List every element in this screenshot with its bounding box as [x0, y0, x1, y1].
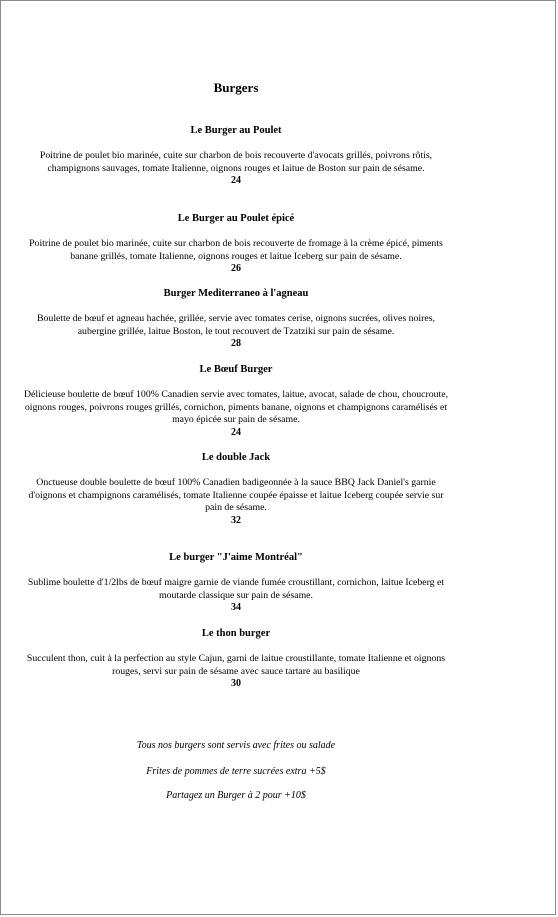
item-price: 28 — [231, 338, 241, 349]
item-name: Le Burger au Poulet — [190, 125, 282, 136]
menu-item — [19, 124, 453, 187]
item-name: Le Bœuf Burger — [199, 364, 273, 375]
menu-item — [19, 627, 453, 690]
item-description: Onctueuse double boulette de bœuf 100% Canadien badigeonnée à la sauce BBQ Jack Daniel's garnie d'oignons et champignons caramélisés, tomate Italienne coupée épaisse et laitue Iceberg coupée servie sur pain de sésame. — [28, 477, 444, 513]
menu-item — [19, 451, 453, 527]
item-price: 24 — [231, 175, 241, 186]
item-name: Le double Jack — [201, 452, 271, 463]
item-name: Le Burger au Poulet épicé — [177, 213, 295, 224]
menu-item — [19, 551, 453, 614]
item-description: Boulette de bœuf et agneau hachée, grillée, servie avec tomates cerise, oignons sucrées, olives noires, aubergine grillée, laitue Boston, le tout recouvert de Tzatziki sur pain de sésame. — [37, 313, 435, 337]
item-price: 34 — [231, 602, 241, 613]
item-name: Le thon burger — [201, 628, 271, 639]
item-price: 32 — [231, 514, 241, 526]
item-description: Poitrine de poulet bio marinée, cuite sur charbon de bois recouverte de fromage à la crème épicé, piments banane grillés, tomate Italienne, oignons rouges et laitue Iceberg sur pain de sésame. — [29, 238, 443, 262]
menu-note: Frites de pommes de terre sucrées extra +5$ — [146, 766, 326, 777]
item-price: 24 — [231, 426, 241, 438]
item-description: Poitrine de poulet bio marinée, cuite sur charbon de bois recouverte d'avocats grillés, poivrons rôtis, champignons sauvages, tomate Italienne, oignons rouges et laitue de Boston sur pain de sésame. — [39, 150, 433, 174]
menu-item — [19, 363, 453, 439]
menu-note: Partagez un Burger à 2 pour +10$ — [166, 790, 306, 801]
item-price: 26 — [231, 263, 241, 274]
item-description: Délicieuse boulette de bœuf 100% Canadien servie avec tomates, laitue, avocat, salade de chou, choucroute, oignons rouges, poivrons rouges grillés, cornichon, piments banane, oignons et champignons caramélisés et mayo épicée sur pain de sésame. — [23, 389, 449, 425]
item-description: Succulent thon, cuit à la perfection au style Cajun, garni de laitue croustillante, tomate Italienne et oignons rouges, servi sur pain de sésame avec sauce tartare au basilique — [26, 653, 446, 677]
menu-note: Tous nos burgers sont servis avec frites ou salade — [136, 740, 336, 751]
item-name: Burger Mediterraneo à l'agneau — [163, 288, 309, 299]
menu-item — [19, 287, 453, 350]
item-name: Le burger "J'aime Montréal" — [169, 552, 303, 563]
menu-item — [19, 212, 453, 275]
item-description: Sublime boulette d'1/2lbs de bœuf maigre garnie de viande fumée croustillant, cornichon, laitue Iceberg et moutarde classique sur pain de sésame. — [27, 577, 445, 601]
item-price: 30 — [231, 678, 241, 689]
menu-heading: Burgers — [213, 80, 259, 95]
